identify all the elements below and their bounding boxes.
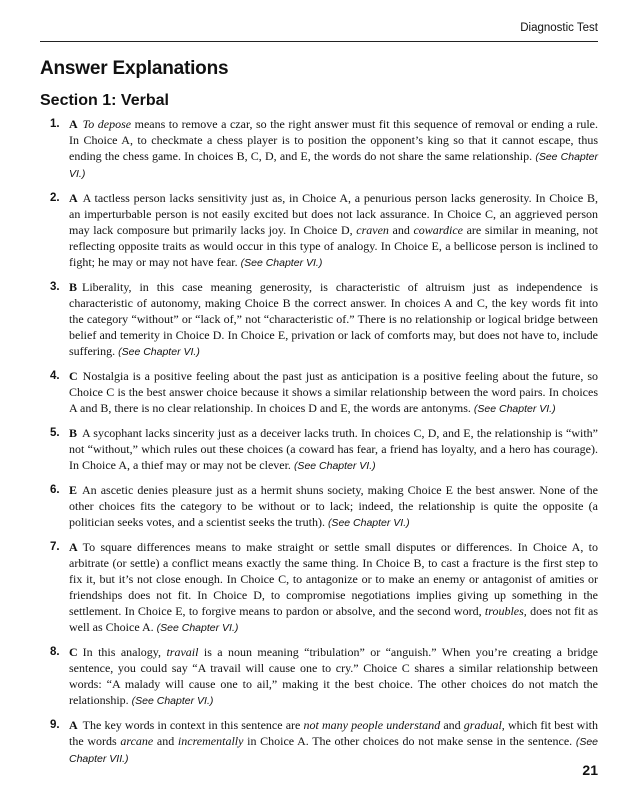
item-text [69, 368, 598, 417]
text-run: Nostalgia is a positive feeling about the past just as anticipation is a positive feeling about the future, so Choice C is the best answer choice because it shows a similar relationship between the word pairs. In choices A and B, there is no clear relationship. In choices D and E, the words are antonyms. [69, 369, 598, 415]
item-body [69, 540, 598, 634]
answer-letter: B [69, 426, 78, 440]
answer-item [40, 425, 598, 474]
text-run: which fit best with the words [69, 718, 599, 748]
chapter-reference: (See Chapter VI.) [473, 403, 556, 415]
chapter-reference: (See Chapter VI.) [69, 151, 598, 180]
text-run: does not fit as well as Choice A. [69, 604, 599, 634]
item-number: 7. [50, 541, 60, 553]
answer-letter: A [69, 718, 78, 732]
answer-item [40, 368, 598, 417]
item-number: 8. [50, 646, 60, 658]
text-run: To square differences means to make straight or settle small disputes or differences. In Choice A, to arbitrate (or settle) a conflict means exactly the same thing. In Choice B, to cast a fracture is the first step to fix it, but it’s not close enough. In Choice C, to antagonize or to make an enemy or antagonist of amities or friendships does not fit. In Choice D, to compromise negotiations implies giving up something in the settlement. In Choice E, to forgive means to pardon or absolve, and the second word, [69, 540, 598, 618]
chapter-reference: (See Chapter VI.) [156, 622, 239, 634]
answer-item [40, 482, 598, 531]
item-text [69, 116, 598, 182]
header-rule [40, 41, 598, 42]
italic-term: arcane [120, 734, 154, 748]
chapter-reference: (See Chapter VII.) [69, 736, 599, 765]
page-title: Answer Explanations [40, 58, 229, 79]
text-run: In this analogy, [82, 645, 167, 659]
item-text [69, 644, 598, 709]
chapter-reference: (See Chapter VI.) [240, 257, 323, 269]
answer-letter: A [69, 117, 78, 131]
item-number: 2. [50, 192, 60, 204]
answer-item [40, 644, 598, 709]
answer-letter: A [69, 540, 78, 554]
italic-term: cowardice [413, 223, 463, 237]
chapter-reference: (See Chapter VI.) [131, 695, 214, 707]
item-text [69, 190, 598, 271]
text-run: A tactless person lacks sensitivity just as, in Choice A, a penurious person lacks generosity. In Choice B, an imperturbable person is not easily excited but does not lack assurance. In Choice C, an aggrieved person may lack composure but primarily lacks joy. In Choice D, [69, 191, 598, 237]
answer-letter: C [69, 369, 78, 383]
text-run: means to remove a czar, so the right answer must fit this sequence of removal or ending a rule. In Choice A, to checkmate a chess player is to position the opponent’s king so that it cannot escape, thus ending the chess game. In choices B, C, D, and E, the words do not share the same relationship. [69, 117, 598, 163]
item-body [69, 369, 598, 415]
chapter-reference: (See Chapter VI.) [293, 460, 376, 472]
italic-term: not many people understand [303, 718, 441, 732]
item-text [69, 425, 598, 474]
item-body [69, 191, 598, 269]
item-text [69, 539, 598, 636]
italic-term: gradual, [463, 718, 505, 732]
page-number: 21 [582, 762, 598, 778]
section-title: Section 1: Verbal [40, 92, 169, 109]
item-body [69, 718, 598, 765]
item-body [69, 426, 598, 472]
answer-item [40, 116, 598, 182]
text-run: and [440, 718, 464, 732]
item-number: 4. [50, 370, 60, 382]
item-body [69, 483, 598, 529]
item-text [69, 717, 598, 767]
italic-term: craven [356, 223, 389, 237]
answer-item [40, 539, 598, 636]
text-run: are similar in meaning, not reflecting opposite traits as would occur in this type of analogy. In Choice E, a bellicose person is inclined to fight; he may or may not have fear. [69, 223, 599, 269]
answer-letter: B [69, 280, 78, 294]
text-run: Liberality, in this case meaning generosity, is characteristic of altruism just as independence is characteristic of autonomy, making Choice B the correct answer. In choices A and C, the key words fit into the category “without” or “lack of,” not “characteristic of.” There is no relationship or logical bridge between belief and temerity in Choice D. In Choice E, privation or lack of comforts may, but does not have to, include suffering. [69, 280, 598, 358]
text-run: A sycophant lacks sincerity just as a deceiver lacks truth. In choices C, D, and E, the relationship is “with” not “without,” which rules out these choices (a coward has fear, a friend has loyalty, and a hero has courage). In Choice A, a thief may or may not be clever. [69, 426, 598, 472]
item-number: 3. [50, 281, 60, 293]
text-run: is a noun meaning “tribulation” or “anguish.” When you’re creating a bridge sentence, you could say “A travail will cause one to cry.” Choice C shares a similar relationship between words: “A malady will cause one to ail,” making it the best choice. The other choices do not match the relationship. [69, 645, 599, 707]
text-run: An ascetic denies pleasure just as a hermit shuns society, making Choice E the best answer. None of the other choices fits the category to be without or to lack; indeed, the relationship is quite the opposite (a politician seeks votes, and a scientist seeks the truth). [69, 483, 598, 529]
answer-letter: E [69, 483, 78, 497]
chapter-reference: (See Chapter VI.) [118, 346, 200, 358]
item-body [69, 117, 598, 180]
italic-term: To depose [82, 117, 132, 131]
answer-item [40, 279, 598, 360]
text-run: and [388, 223, 414, 237]
answer-item [40, 190, 598, 271]
answer-item [40, 717, 598, 767]
chapter-reference: (See Chapter VI.) [327, 517, 410, 529]
answer-letter: A [69, 191, 78, 205]
answer-list [40, 116, 598, 775]
item-text [69, 482, 598, 531]
italic-term: incrementally [177, 734, 244, 748]
italic-term: travail [166, 645, 199, 659]
item-number: 9. [50, 719, 60, 731]
italic-term: troubles, [484, 604, 527, 618]
item-number: 5. [50, 427, 60, 439]
answer-letter: C [69, 645, 78, 659]
text-run: in Choice A. The other choices do not make sense in the sentence. [243, 734, 576, 748]
item-text [69, 279, 598, 360]
item-body [69, 645, 598, 707]
text-run: The key words in context in this sentence are [82, 718, 304, 732]
item-number: 6. [50, 484, 60, 496]
text-run: and [153, 734, 178, 748]
running-header: Diagnostic Test [520, 22, 598, 34]
item-body [69, 280, 598, 358]
item-number: 1. [50, 118, 60, 130]
